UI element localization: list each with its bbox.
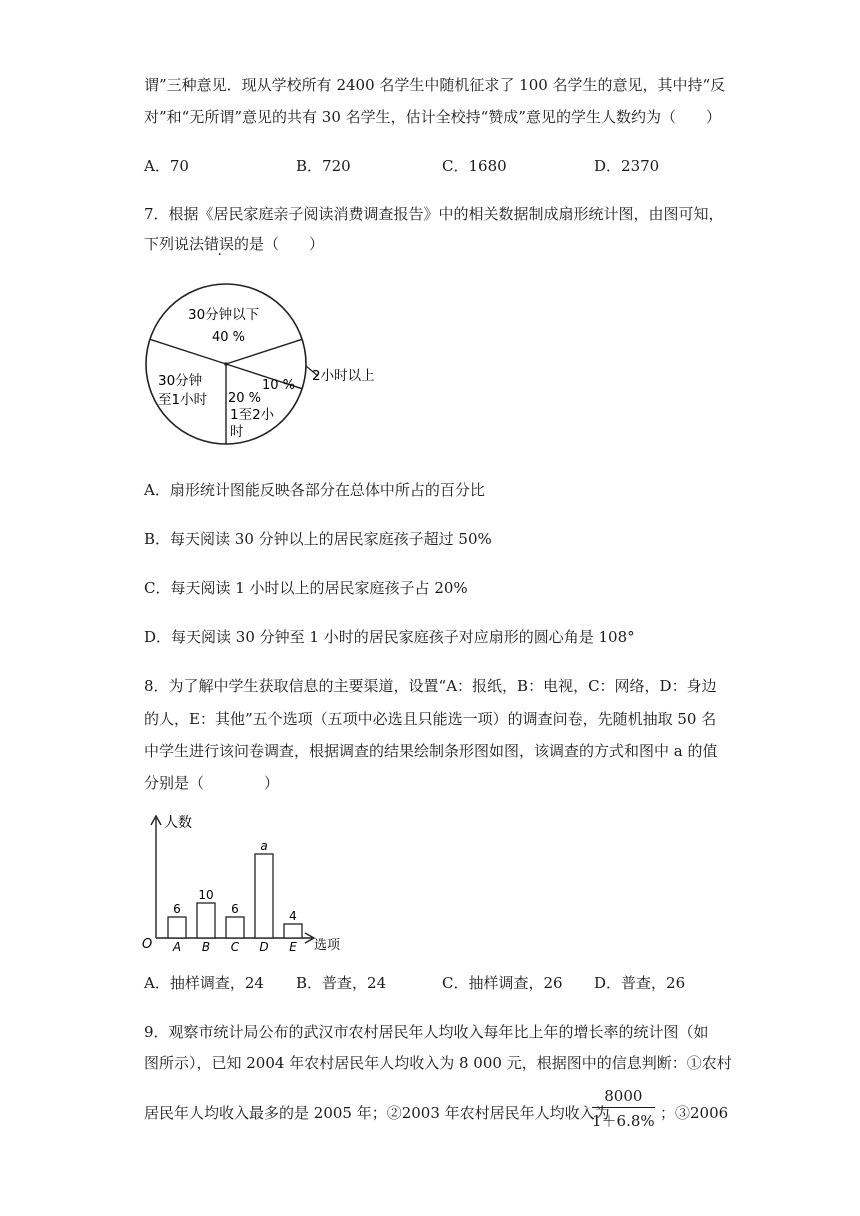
- q7-text-post: 的是（ ）: [234, 235, 325, 253]
- pie-label-over-2h: 2小时以上: [312, 368, 375, 384]
- pie-label-1-2h-line-2: 时: [230, 424, 244, 440]
- q8-option-d[interactable]: D．普查，26: [594, 974, 686, 992]
- x-axis-label: 选项: [314, 938, 341, 953]
- q9-text-line-3: 居民年人均收入最多的是 2005 年；②2003 年农村居民年人均收入为: [144, 1104, 610, 1122]
- bar-value-label-D: a: [260, 839, 268, 853]
- q6-text-line-1: 谓”三种意见．现从学校所有 2400 名学生中随机征求了 100 名学生的意见，其中持“反: [144, 76, 726, 94]
- q7-text-line-2: [144, 234, 324, 254]
- pie-chart: [140, 282, 400, 440]
- q7-option-c[interactable]: C．每天阅读 1 小时以上的居民家庭孩子占 20%: [144, 579, 468, 597]
- pie-label-1-2h-line-1: 1至2小: [230, 407, 275, 423]
- pie-value-over-2h: 10 %: [262, 378, 296, 393]
- q8-text-line-4: 分别是（ ）: [144, 774, 280, 792]
- q6-option-b[interactable]: B．720: [296, 157, 351, 175]
- bar-value-label-C: 6: [231, 902, 239, 916]
- pie-label-30min-1h-line-1: 30分钟: [158, 373, 203, 389]
- q9-fraction: [592, 1087, 655, 1131]
- x-tick-label-D: D: [259, 940, 269, 954]
- bar-value-label-B: 10: [198, 888, 214, 902]
- bar-value-label-A: 6: [173, 902, 181, 916]
- x-tick-label-C: C: [230, 940, 240, 954]
- x-tick-label-E: E: [289, 940, 297, 954]
- pie-label-30min-1h-line-2: 至1小时: [158, 392, 208, 408]
- q6-option-c[interactable]: C．1680: [442, 157, 507, 175]
- q7-emphasis-word: 错误: [204, 235, 235, 253]
- bar-E: [284, 924, 302, 938]
- bar-D: [255, 854, 273, 938]
- q8-option-b[interactable]: B．普查，24: [296, 974, 387, 992]
- bar-B: [197, 903, 215, 938]
- q6-option-a[interactable]: A．70: [144, 157, 189, 175]
- q7-option-a[interactable]: A．扇形统计图能反映各部分在总体中所占的百分比: [144, 481, 485, 499]
- fraction-denominator: 1＋6.8%: [592, 1112, 655, 1130]
- q6-text-line-2: 对”和“无所谓”意见的共有 30 名学生，估计全校持“赞成”意见的学生人数约为（ ）: [144, 108, 721, 126]
- q9-text-line-3-post: ；③2006: [660, 1104, 729, 1122]
- fraction-numerator: 8000: [604, 1087, 643, 1105]
- bar-C: [226, 917, 244, 938]
- bar-chart: [140, 810, 350, 954]
- q7-text-pre: 下列说法: [144, 235, 205, 253]
- q7-option-b[interactable]: B．每天阅读 30 分钟以上的居民家庭孩子超过 50%: [144, 530, 492, 548]
- q8-text-line-2: 的人，E：其他”五个选项（五项中必选且只能选一项）的调查问卷，先随机抽取 50 名: [144, 710, 717, 728]
- pie-label-under-30min: 30分钟以下: [188, 307, 260, 323]
- q8-text-line-1: 8．为了解中学生获取信息的主要渠道，设置“A：报纸，B：电视，C：网络，D：身边: [144, 677, 717, 695]
- pie-value-1-2h: 20 %: [228, 391, 262, 406]
- pie-value-under-30min: 40 %: [212, 330, 246, 345]
- q8-option-c[interactable]: C．抽样调查，26: [442, 974, 563, 992]
- bar-A: [168, 917, 186, 938]
- y-axis-label: 人数: [164, 815, 192, 831]
- q8-option-a[interactable]: A．抽样调查，24: [144, 974, 264, 992]
- bar-value-label-E: 4: [289, 909, 297, 923]
- q9-text-line-1: 9．观察市统计局公布的武汉市农村居民年人均收入每年比上年的增长率的统计图（如: [144, 1023, 709, 1041]
- q7-option-d[interactable]: D．每天阅读 30 分钟至 1 小时的居民家庭孩子对应扇形的圆心角是 108°: [144, 628, 635, 646]
- x-tick-label-B: B: [201, 940, 211, 954]
- pie-center: [224, 362, 228, 366]
- x-tick-label-A: A: [172, 940, 182, 954]
- q8-text-line-3: 中学生进行该问卷调查，根据调查的结果绘制条形图如图，该调查的方式和图中 a 的值: [144, 742, 718, 760]
- q6-option-d[interactable]: D．2370: [594, 157, 660, 175]
- origin-label: O: [142, 937, 153, 952]
- q7-text-line-1: 7．根据《居民家庭亲子阅读消费调查报告》中的相关数据制成扇形统计图，由图可知，: [144, 205, 724, 223]
- bar-series: [168, 839, 302, 954]
- q9-text-line-2: 图所示），已知 2004 年农村居民年人均收入为 8 000 元，根据图中的信息判断：①农村: [144, 1054, 732, 1072]
